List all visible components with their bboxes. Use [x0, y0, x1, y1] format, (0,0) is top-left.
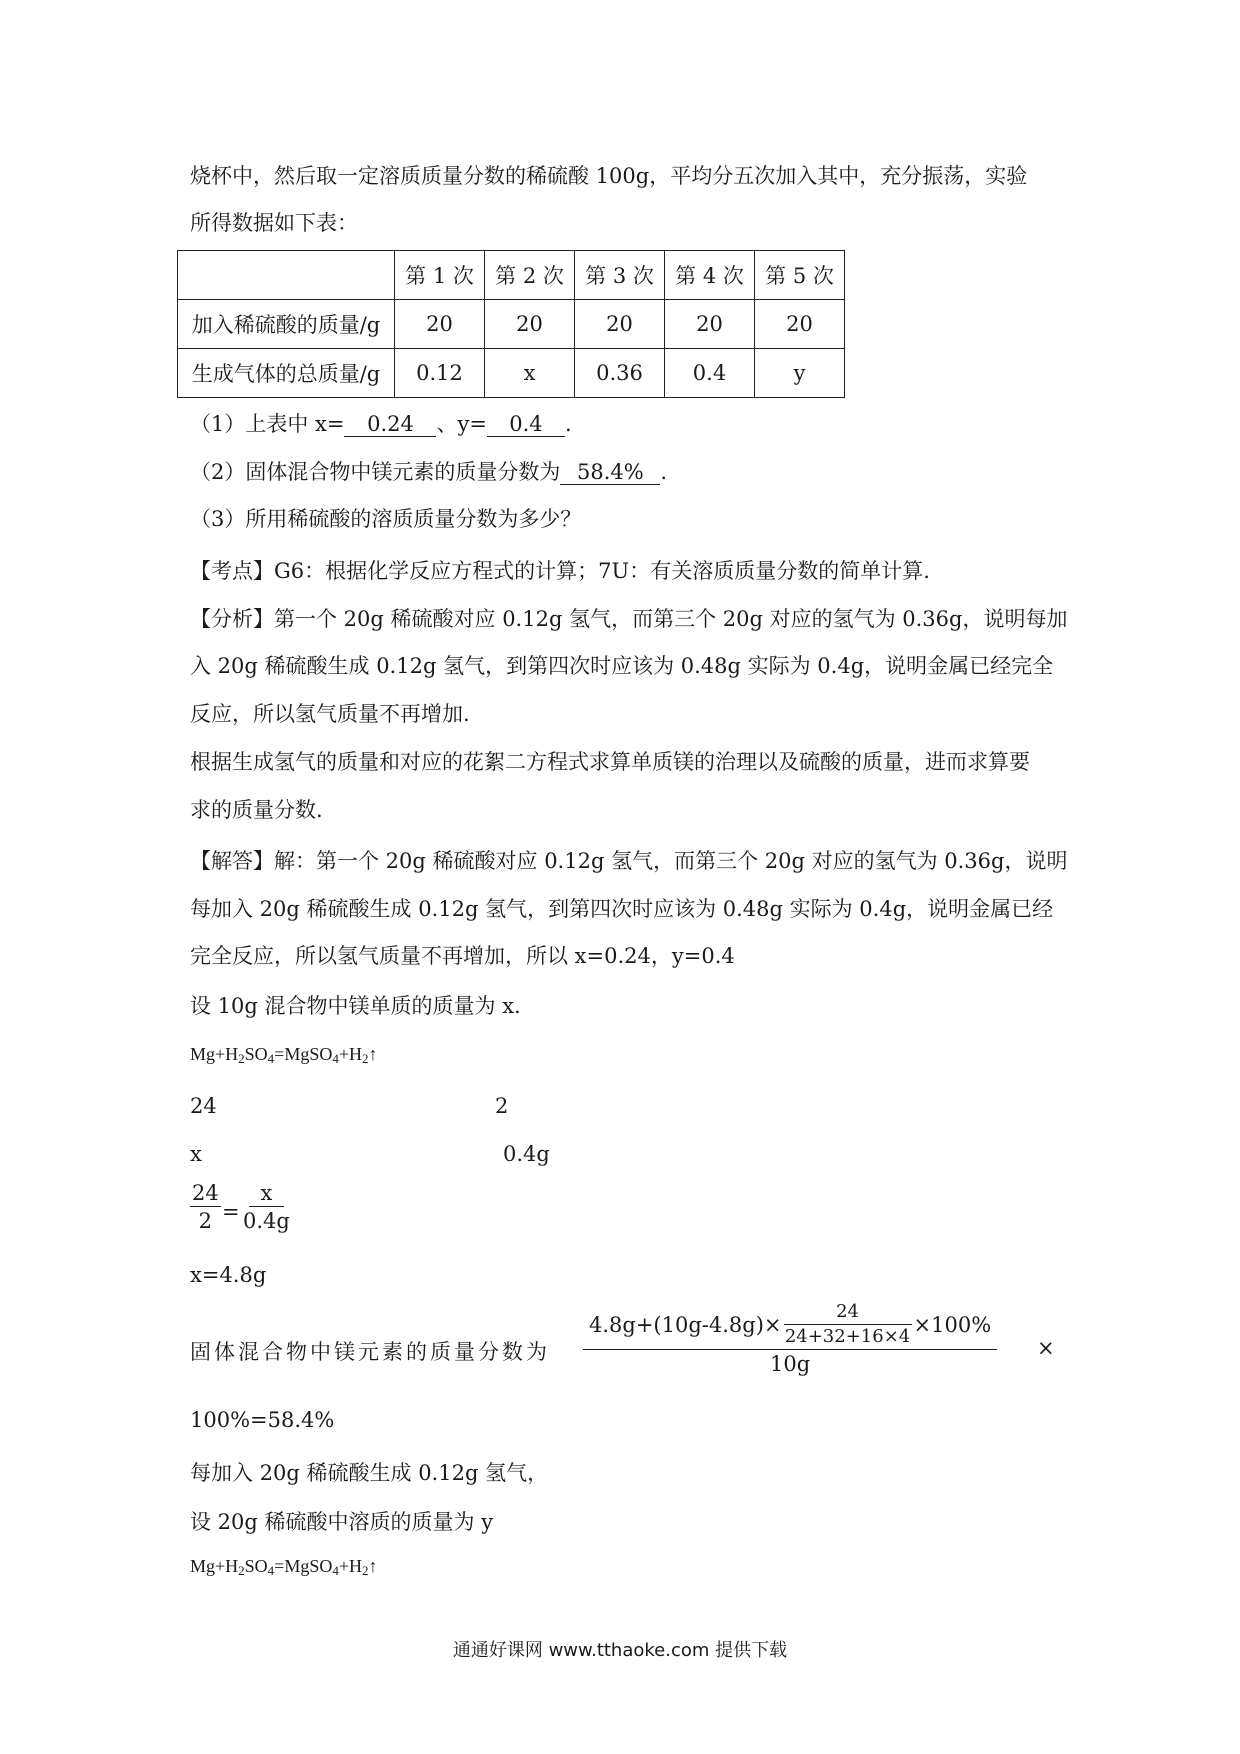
data-table [177, 250, 845, 398]
jieda-line-3: 完全反应，所以氢气质量不再增加，所以 x=0.24，y=0.4 [190, 944, 735, 968]
table-cell: 20 [395, 300, 485, 349]
table-header-cell: 第 5 次 [755, 251, 845, 300]
percent-result: 100%=58.4% [190, 1408, 335, 1432]
intro-line-1: 烧杯中，然后取一定溶质质量分数的稀硫酸 100g，平均分五次加入其中，充分振荡，实验 [190, 164, 1028, 188]
equation-part: =MgSO [274, 1044, 333, 1064]
answer-mg-fraction: 58.4% [560, 460, 660, 485]
intro-line-2: 所得数据如下表： [190, 211, 358, 235]
page-footer: 通通好课网 www.tthaoke.com 提供下载 [452, 1640, 788, 1661]
mg-fraction-denominator: 10g [770, 1352, 811, 1376]
equation-subscript: 2 [238, 1051, 245, 1066]
fenxi-line-3: 反应，所以氢气质量不再增加. [190, 702, 470, 726]
table-row [178, 349, 845, 398]
inner-fraction-denominator: 24+32+16×4 [784, 1326, 911, 1347]
table-cell: y [755, 349, 845, 398]
equation-subscript: 4 [267, 1563, 275, 1578]
jieda-line-4: 设 10g 混合物中镁单质的质量为 x. [190, 994, 521, 1018]
question-3: （3）所用稀硫酸的溶质质量分数为多少？ [190, 507, 582, 531]
table-cell: 0.4 [665, 349, 755, 398]
question-1 [190, 408, 572, 438]
equation-2 [190, 1556, 378, 1579]
table-row-label: 加入稀硫酸的质量/g [178, 300, 395, 349]
ratio-right-top: 2 [495, 1094, 509, 1118]
x-result: x=4.8g [190, 1263, 267, 1287]
answer-x: 0.24 [344, 412, 436, 437]
ratio-left-top: 24 [190, 1094, 217, 1118]
fenxi-line-1: 【分析】第一个 20g 稀硫酸对应 0.12g 氢气，而第三个 20g 对应的氢气为 0.36g，说明每加 [190, 607, 1068, 631]
table-row-label: 生成气体的总质量/g [178, 349, 395, 398]
equation-subscript: 2 [238, 1563, 245, 1578]
fenxi-line-4: 根据生成氢气的质量和对应的花絮二方程式求算单质镁的治理以及硫酸的质量，进而求算要 [190, 750, 1030, 774]
inner-fraction [784, 1300, 912, 1349]
question-1-prefix: （1）上表中 x= [190, 412, 345, 436]
kaodian-line: 【考点】G6：根据化学反应方程式的计算；7U：有关溶质质量分数的简单计算. [190, 559, 930, 583]
proportion-equals: = [222, 1200, 240, 1224]
fraction-numerator: 24 [192, 1181, 219, 1205]
ratio-left-bottom: x [190, 1142, 202, 1166]
equation-subscript: 4 [332, 1051, 339, 1066]
fraction-denominator: 0.4g [243, 1209, 290, 1233]
equation-part: SO [244, 1556, 268, 1576]
ratio-right-bottom: 0.4g [503, 1142, 550, 1166]
question-1-suffix: . [564, 412, 572, 436]
question-2-prefix: （2）固体混合物中镁元素的质量分数为 [190, 460, 561, 484]
table-header-row [178, 251, 845, 300]
tail-line-1: 每加入 20g 稀硫酸生成 0.12g 氢气， [190, 1461, 549, 1485]
proportion-right [243, 1180, 290, 1235]
table-row [178, 300, 845, 349]
equation-part: SO [244, 1044, 268, 1064]
equation-subscript: 4 [332, 1563, 339, 1578]
answer-y: 0.4 [487, 412, 565, 437]
equation-1 [190, 1044, 378, 1067]
fenxi-line-5: 求的质量分数. [190, 798, 323, 822]
fraction-numerator: x [249, 1180, 285, 1207]
question-2-suffix: . [660, 460, 668, 484]
question-1-mid: 、y= [436, 412, 487, 436]
table-cell: 20 [755, 300, 845, 349]
equation-subscript: 4 [267, 1051, 275, 1066]
gas-arrow-icon: ↑ [368, 1044, 378, 1064]
gas-arrow-icon: ↑ [368, 1556, 378, 1576]
equation-part: +H [338, 1556, 362, 1576]
question-2 [190, 456, 667, 486]
table-cell: 0.36 [575, 349, 665, 398]
table-cell: x [485, 349, 575, 398]
table-header-cell [178, 251, 395, 300]
numerator-part-1: 4.8g+(10g-4.8g)× [589, 1312, 782, 1337]
inner-fraction-numerator: 24 [784, 1300, 912, 1325]
proportion-left [190, 1180, 221, 1235]
tail-line-2: 设 20g 稀硫酸中溶质的质量为 y [190, 1510, 494, 1534]
mg-fraction-expression [583, 1300, 997, 1378]
equation-part: Mg+H [190, 1044, 239, 1064]
table-header-cell: 第 3 次 [575, 251, 665, 300]
table-header-cell: 第 4 次 [665, 251, 755, 300]
table-cell: 20 [665, 300, 755, 349]
equation-part: =MgSO [274, 1556, 333, 1576]
table-header-cell: 第 1 次 [395, 251, 485, 300]
jieda-line-1: 【解答】解：第一个 20g 稀硫酸对应 0.12g 氢气，而第三个 20g 对应的氢气为 0.36g，说明 [190, 849, 1068, 873]
mg-fraction-prefix: 固体混合物中镁元素的质量分数为 [190, 1340, 550, 1364]
equation-part: Mg+H [190, 1556, 239, 1576]
jieda-line-2: 每加入 20g 稀硫酸生成 0.12g 氢气，到第四次时应该为 0.48g 实际为 0.4g，说明金属已经 [190, 897, 1054, 921]
table-cell: 20 [575, 300, 665, 349]
table-cell: 0.12 [395, 349, 485, 398]
equation-subscript: 2 [362, 1051, 369, 1066]
equation-subscript: 2 [362, 1563, 369, 1578]
table-header-cell: 第 2 次 [485, 251, 575, 300]
times-sign: × [1037, 1336, 1055, 1360]
equation-part: +H [338, 1044, 362, 1064]
mg-fraction-numerator [583, 1300, 997, 1350]
fenxi-line-2: 入 20g 稀硫酸生成 0.12g 氢气，到第四次时应该为 0.48g 实际为 0.4g，说明金属已经完全 [190, 654, 1054, 678]
table-cell: 20 [485, 300, 575, 349]
numerator-part-2: ×100% [913, 1312, 992, 1337]
fraction-denominator: 2 [198, 1209, 213, 1233]
